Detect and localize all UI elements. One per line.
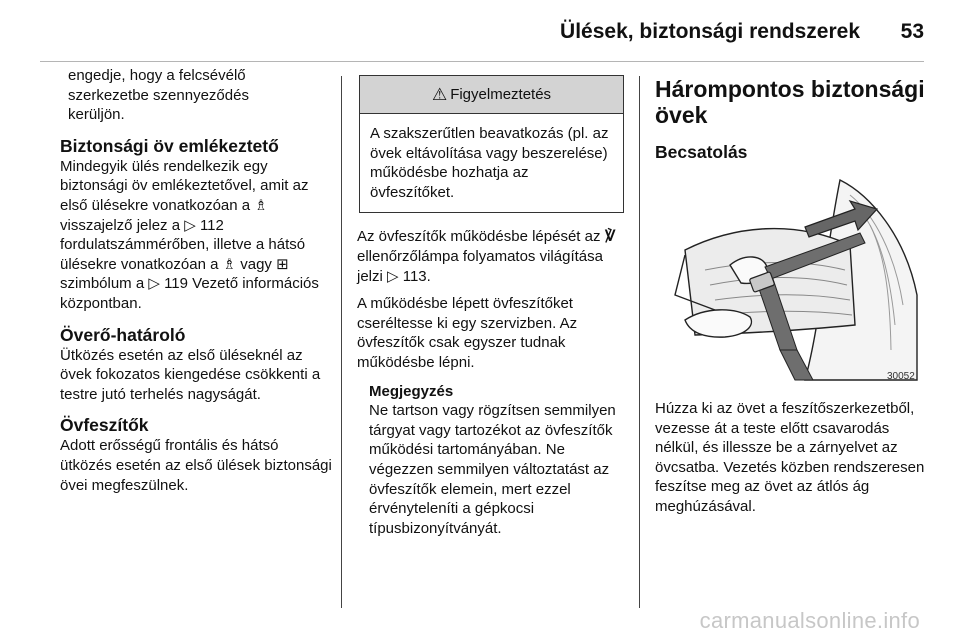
column-3 [655, 66, 925, 517]
watermark: carmanualsonline.info [699, 608, 920, 633]
column-divider-2 [639, 76, 640, 608]
note-text: Ne tartson vagy rögzítsen semmilyen tárgyat vagy tartozékot az övfeszítők működési tartományában. Ne végezzen semmilyen változtatást az övfeszítők elemein, mert ezzel érvényteleníti a gépkocsi típusbizonyítványát. [369, 402, 616, 537]
limiter-text: Ütközés esetén az első üléseknél az övek fokozatos kiengedése csökkenti a testre jutó terhelés nagyságát. [60, 346, 321, 403]
pretensioner-lamp-icon: ℣ [604, 228, 616, 246]
reminder-text: Mindegyik ülés rendelkezik egy biztonsági öv emlékeztetővel, amit az első ülésekre vonatkozóan a ♗ visszajelző jelez a ▷ 112 fordulatszámmérőben, illetve a hátsó ülésekre vonatkozóan a ♗ vagy ⊞ szimbólum a ▷ 119 Vezető információs központban. [60, 157, 319, 312]
fastening-subheading: Becsatolás [655, 142, 748, 162]
rear-seat-icon: ⊞ [276, 255, 289, 273]
note-block [357, 382, 625, 539]
column-divider-1 [341, 76, 342, 608]
reminder-heading: Biztonsági öv emlékeztető [60, 135, 279, 156]
page-ref-icon: ▷ [184, 216, 196, 234]
page-ref-icon: ▷ [148, 275, 160, 293]
warning-title: Figyelmeztetés [450, 86, 552, 103]
seatbelt-illustration [655, 175, 925, 385]
page-ref-link[interactable]: 119 [164, 275, 188, 293]
seatbelt-icon: ♗ [222, 255, 237, 273]
fastening-text: Húzza ki az övet a feszítőszerkezetből, vezesse át a teste előtt csavarodás nélkül, és illessze be a zárnyelvet az övcsatba. Vezetés közben rendszeresen feszítse meg az övet az átlós ág meghúzásával. [655, 400, 925, 515]
page-header [0, 0, 960, 62]
seatbelt-icon: ♗ [254, 196, 268, 214]
header-title: Ülések, biztonsági rendszerek [560, 20, 860, 43]
warning-header [360, 76, 623, 114]
warning-triangle-icon: ⚠ [431, 84, 448, 104]
column-1 [60, 66, 332, 495]
column-2 [357, 66, 625, 538]
figure-number: 30052 [887, 371, 915, 382]
note-heading: Megjegyzés [369, 382, 454, 400]
page-ref-link[interactable]: 112 [199, 216, 224, 234]
page-number: 53 [900, 20, 924, 43]
pretensioner-lamp-text: Az övfeszítők működésbe lépését az ℣ ellenőrzőlámpa folyamatos világítása jelzi ▷ 113. [357, 228, 616, 285]
page-ref-icon: ▷ [387, 267, 399, 285]
warning-box [359, 75, 624, 213]
warning-text: A szakszerűtlen beavatkozás (pl. az övek eltávolítása vagy beszerelése) működésbe hozhatja az övfeszítőket. [370, 125, 609, 201]
limiter-heading: Överő-határoló [60, 324, 186, 345]
pretensioner-text: Adott erősségű frontális és hátsó ütközés esetén az első ülések biztonsági övei megfeszülnek. [60, 437, 332, 494]
replacement-text: A működésbe lépett övfeszítőket cseréltesse ki egy szervizben. Az övfeszítők csak egyszer tudnak működésbe lépni. [357, 295, 578, 371]
page-ref-link[interactable]: 113. [402, 267, 431, 285]
pretensioner-heading: Övfeszítők [60, 415, 149, 436]
intro-text: engedje, hogy a felcsévélő szerkezetbe szennyeződés kerüljön. [68, 67, 249, 124]
header-rule [40, 61, 924, 62]
section-heading: Hárompontos biztonsági övek [655, 76, 925, 128]
